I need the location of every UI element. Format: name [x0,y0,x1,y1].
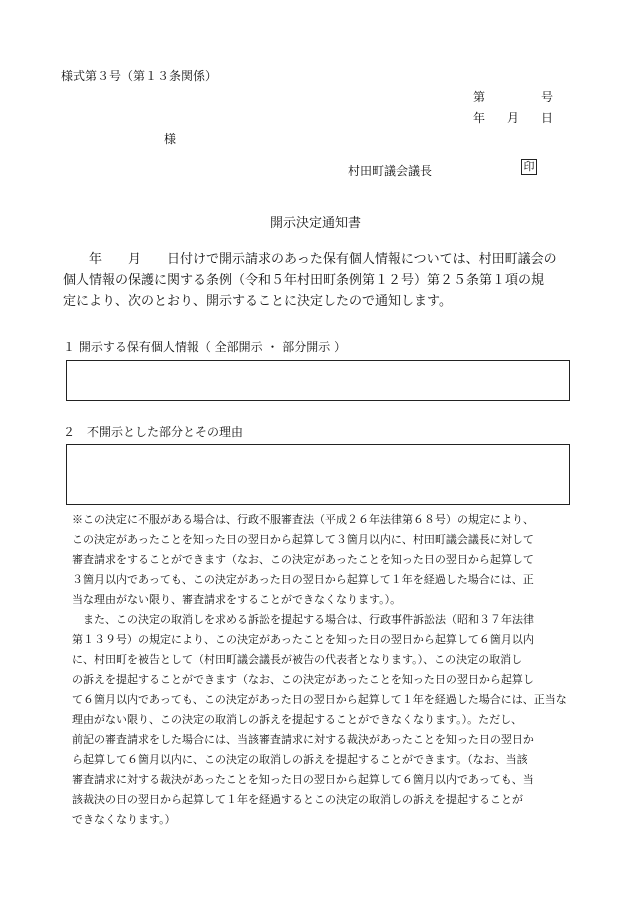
issuer-name: 村田町議会議長 [348,164,433,178]
document-title: 開示決定通知書 [270,216,362,231]
section2-field[interactable] [66,444,570,505]
notice-line: また、この決定の取消しを求める訴訟を提起する場合は、行政事件訴訟法（昭和３７年法律 [72,613,534,626]
notice-line: 理由がない限り、この決定の取消しの訴えを提起することができなくなります。）。ただし、 [72,713,523,726]
body-line: 定により、次のとおり、開示することに決定したので通知します。 [63,294,452,309]
notice-line: ３箇月以内であっても、この決定があった日の翌日から起算して１年を経過した場合には、正 [72,573,534,586]
body-paragraph [63,249,557,312]
appeal-notice [72,510,567,830]
notice-line: に、村田町を被告として（村田町議会議長が被告の代表者となります。）、この決定の取消し [72,653,523,666]
notice-line: 審査請求に対する裁決があったことを知った日の翌日から起算して６箇月以内であっても、当 [72,773,534,786]
notice-line: の訴えを提起することができます（なお、この決定があったことを知った日の翌日から起算し [72,673,534,686]
notice-line: 当な理由がない限り、審査請求をすることができなくなります。）。 [72,593,402,606]
number-suffix: 号 [541,90,554,104]
notice-line: できなくなります。） [72,813,176,826]
notice-line: この決定があったことを知った日の翌日から起算して３箇月以内に、村田町議会議長に対して [72,533,534,546]
addressee-suffix: 様 [164,132,177,146]
date-day: 日 [541,111,554,125]
notice-line: 該裁決の日の翌日から起算して１年を経過するとこの決定の取消しの訴えを提起することが [72,793,523,806]
notice-line: 前記の審査請求をした場合には、当該審査請求に対する裁決があったことを知った日の翌日か [72,733,534,746]
body-line: 個人情報の保護に関する条例（令和５年村田町条例第１２号）第２５条第１項の規 [63,273,545,288]
notice-line: て６箇月以内であっても、この決定があった日の翌日から起算して１年を経過した場合には、正当な [72,693,567,706]
seal-stamp: 印 [521,159,537,175]
section2-label: ２ 不開示とした部分とその理由 [63,425,244,439]
notice-line: 第１３９号）の規定により、この決定があったことを知った日の翌日から起算して６箇月以内 [72,633,534,646]
date-month: 月 [507,111,520,125]
section1-field[interactable] [66,360,570,401]
notice-line: 審査請求をすることができます（なお、この決定があったことを知った日の翌日から起算して [72,553,534,566]
body-line: 年 月 日付けで開示請求のあった保有個人情報については、村田町議会の [63,252,557,267]
number-prefix: 第 [473,90,486,104]
notice-line: ※この決定に不服がある場合は、行政不服審査法（平成２６年法律第６８号）の規定により、 [72,513,534,526]
section1-label: １ 開示する保有個人情報（ 全部開示 ・ 部分開示 ） [63,340,347,354]
notice-line: ら起算して６箇月以内に、この決定の取消しの訴えを提起することができます。（なお、当該 [72,753,528,766]
date-year: 年 [473,111,486,125]
form-label: 様式第３号（第１３条関係） [61,69,218,83]
